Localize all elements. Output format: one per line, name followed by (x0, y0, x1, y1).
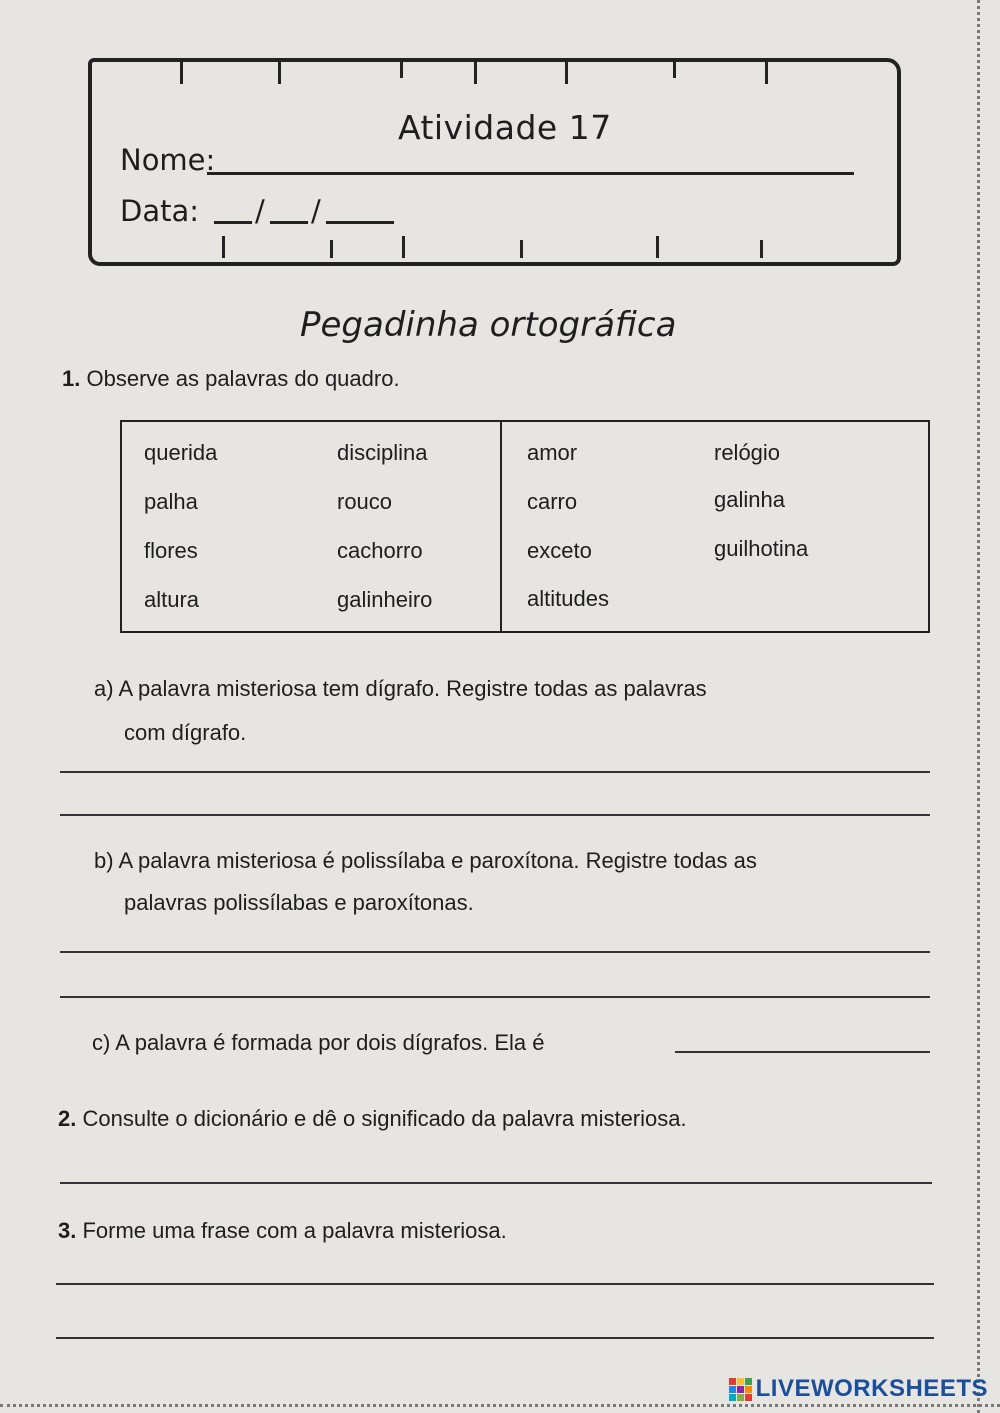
question-text: A palavra misteriosa é polissílaba e paroxítona. Registre todas as (118, 848, 757, 873)
date-year-field[interactable] (326, 221, 394, 224)
date-label: Data: (120, 194, 200, 228)
word-item: amor (527, 440, 578, 465)
frame-tick (760, 240, 763, 258)
activity-title: Atividade 17 (398, 108, 612, 147)
word-item: galinheiro (337, 587, 433, 612)
question-1b (94, 848, 757, 874)
word-item: palha (144, 489, 198, 514)
answer-line-3-1[interactable] (56, 1283, 934, 1285)
frame-tick (180, 62, 183, 84)
frame-tick (765, 62, 768, 84)
word-item: relógio (714, 440, 781, 465)
question-letter: c) (92, 1030, 111, 1055)
word-item: querida (144, 440, 218, 465)
question-letter: b) (94, 848, 114, 873)
frame-tick (565, 62, 568, 84)
frame-tick (520, 240, 523, 258)
frame-tick (330, 240, 333, 258)
date-month-field[interactable] (270, 221, 308, 224)
answer-line-1a-1[interactable] (60, 771, 930, 773)
date-day-field[interactable] (214, 221, 252, 224)
frame-tick (673, 62, 676, 78)
question-number: 2. (58, 1106, 77, 1131)
frame-tick (278, 62, 281, 84)
word-item: altitudes (527, 586, 609, 611)
word-item: flores (144, 538, 198, 563)
frame-tick (656, 236, 659, 258)
word-item: guilhotina (714, 536, 809, 561)
word-item: carro (527, 489, 578, 514)
word-item: galinha (714, 487, 785, 512)
question-2 (58, 1106, 687, 1132)
perforation-right (977, 0, 980, 1413)
liveworksheets-logo-icon (729, 1378, 752, 1401)
question-number: 3. (58, 1218, 77, 1243)
answer-line-1b-1[interactable] (60, 951, 930, 953)
date-slash: / (311, 194, 321, 228)
answer-line-1a-2[interactable] (60, 814, 930, 816)
watermark-text: LIVEWORKSHEETS (755, 1375, 988, 1402)
question-text: Forme uma frase com a palavra misteriosa. (82, 1218, 507, 1243)
question-1 (62, 366, 400, 392)
frame-tick (400, 62, 403, 78)
question-number: 1. (62, 366, 81, 391)
question-3 (58, 1218, 507, 1244)
question-text: Consulte o dicionário e dê o significado da palavra misteriosa. (82, 1106, 687, 1131)
question-text: A palavra é formada por dois dígrafos. Ela é (115, 1030, 545, 1055)
question-1a-continued: com dígrafo. (124, 720, 247, 745)
perforation-bottom (0, 1404, 1000, 1407)
word-item: disciplina (337, 440, 428, 465)
word-box (120, 420, 930, 633)
word-item: rouco (337, 489, 393, 514)
name-label: Nome: (120, 143, 216, 177)
question-1b-continued: palavras polissílabas e paroxítonas. (124, 890, 474, 915)
word-item: cachorro (337, 538, 423, 563)
question-1c (92, 1030, 544, 1056)
answer-line-1b-2[interactable] (60, 996, 930, 998)
question-text: Observe as palavras do quadro. (86, 366, 400, 391)
answer-line-3-2[interactable] (56, 1337, 934, 1339)
answer-line-2[interactable] (60, 1182, 932, 1184)
question-text: A palavra misteriosa tem dígrafo. Registre todas as palavras (118, 676, 707, 701)
word-item: exceto (527, 538, 592, 563)
word-box-divider (500, 422, 502, 631)
frame-tick (402, 236, 405, 258)
liveworksheets-watermark (729, 1375, 988, 1403)
name-field[interactable] (207, 172, 854, 175)
frame-tick (222, 236, 225, 258)
question-1a (94, 676, 707, 702)
word-item: altura (144, 587, 200, 612)
question-letter: a) (94, 676, 114, 701)
frame-tick (474, 62, 477, 84)
date-slash: / (255, 194, 265, 228)
section-title: Pegadinha ortográfica (300, 305, 677, 345)
answer-line-1c[interactable] (675, 1051, 930, 1053)
